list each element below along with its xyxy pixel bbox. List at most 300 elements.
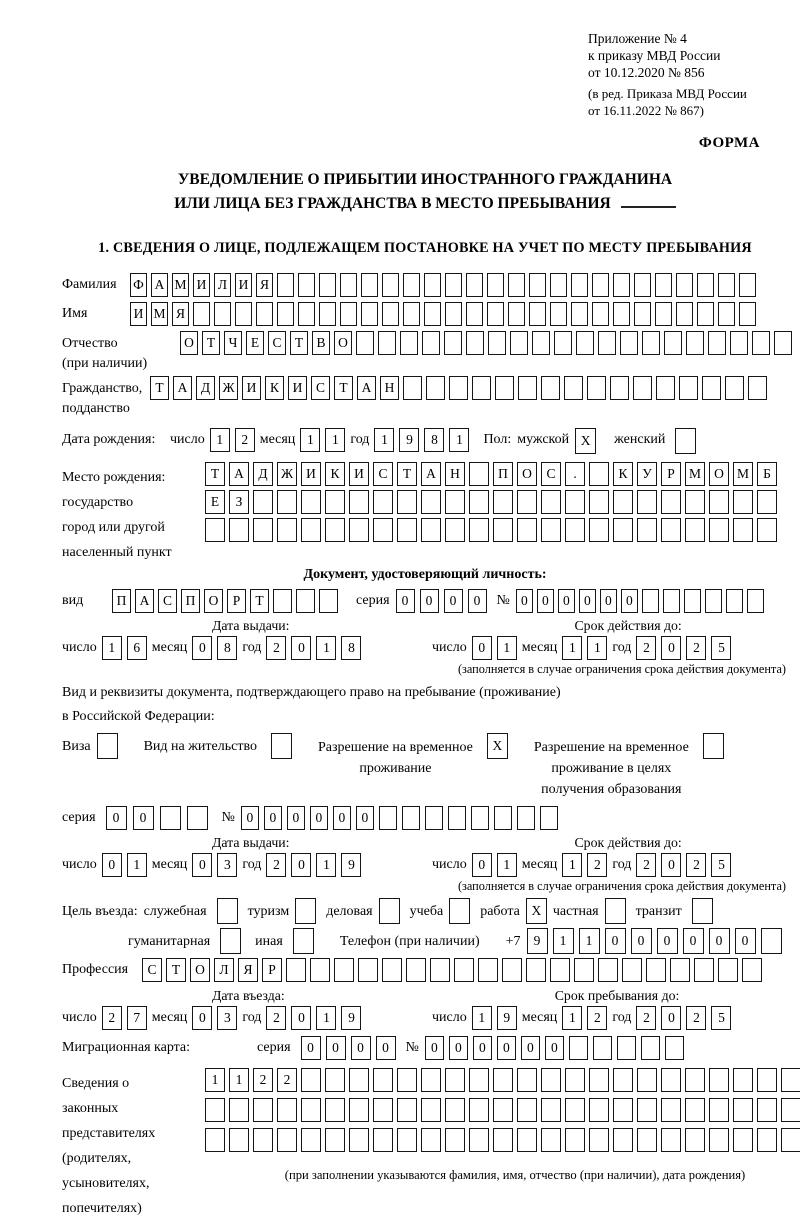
char-cell[interactable] bbox=[613, 1098, 633, 1122]
char-cell[interactable] bbox=[685, 1068, 705, 1092]
char-cell[interactable] bbox=[761, 928, 782, 954]
char-cell[interactable] bbox=[598, 958, 618, 982]
permit-issue-day[interactable] bbox=[102, 853, 147, 877]
char-cell[interactable]: 0 bbox=[579, 589, 596, 613]
char-cell[interactable]: Ч bbox=[224, 331, 242, 355]
char-cell[interactable] bbox=[637, 490, 657, 514]
char-cell[interactable] bbox=[449, 376, 468, 400]
char-cell[interactable]: 2 bbox=[587, 1006, 607, 1030]
char-cell[interactable]: 1 bbox=[587, 636, 607, 660]
char-cell[interactable]: Ж bbox=[219, 376, 238, 400]
char-cell[interactable] bbox=[726, 589, 743, 613]
char-cell[interactable] bbox=[661, 490, 681, 514]
char-cell[interactable]: 2 bbox=[686, 853, 706, 877]
char-cell[interactable] bbox=[373, 1128, 393, 1152]
char-cell[interactable] bbox=[214, 302, 231, 326]
char-cell[interactable]: С bbox=[311, 376, 330, 400]
char-cell[interactable]: Ж bbox=[277, 462, 297, 486]
sex-male-checkbox[interactable] bbox=[575, 428, 596, 454]
char-cell[interactable] bbox=[301, 1098, 321, 1122]
char-cell[interactable] bbox=[532, 331, 550, 355]
char-cell[interactable] bbox=[725, 376, 744, 400]
char-cell[interactable] bbox=[277, 302, 294, 326]
char-cell[interactable]: Т bbox=[334, 376, 353, 400]
legal-boxes-2[interactable] bbox=[205, 1098, 800, 1122]
char-cell[interactable] bbox=[593, 1036, 612, 1060]
purpose-humanitarian-checkbox[interactable] bbox=[220, 928, 241, 954]
char-cell[interactable]: 0 bbox=[356, 806, 374, 830]
char-cell[interactable] bbox=[571, 273, 588, 297]
char-cell[interactable] bbox=[733, 1098, 753, 1122]
char-cell[interactable] bbox=[613, 1068, 633, 1092]
char-cell[interactable]: 0 bbox=[376, 1036, 396, 1060]
char-cell[interactable] bbox=[361, 302, 378, 326]
char-cell[interactable] bbox=[692, 898, 713, 924]
char-cell[interactable] bbox=[517, 806, 535, 830]
char-cell[interactable]: 1 bbox=[316, 1006, 336, 1030]
char-cell[interactable] bbox=[664, 331, 682, 355]
char-cell[interactable] bbox=[733, 1128, 753, 1152]
char-cell[interactable]: 2 bbox=[102, 1006, 122, 1030]
char-cell[interactable]: Я bbox=[172, 302, 189, 326]
char-cell[interactable]: 0 bbox=[661, 853, 681, 877]
char-cell[interactable] bbox=[517, 1098, 537, 1122]
char-cell[interactable] bbox=[469, 490, 489, 514]
char-cell[interactable]: У bbox=[637, 462, 657, 486]
char-cell[interactable] bbox=[757, 490, 777, 514]
char-cell[interactable] bbox=[622, 958, 642, 982]
char-cell[interactable]: 0 bbox=[333, 806, 351, 830]
char-cell[interactable]: 0 bbox=[241, 806, 259, 830]
char-cell[interactable] bbox=[613, 490, 633, 514]
char-cell[interactable]: 2 bbox=[235, 428, 255, 452]
char-cell[interactable] bbox=[382, 958, 402, 982]
permit-number-boxes[interactable] bbox=[241, 806, 558, 830]
char-cell[interactable] bbox=[349, 490, 369, 514]
char-cell[interactable] bbox=[319, 589, 338, 613]
char-cell[interactable]: Н bbox=[445, 462, 465, 486]
char-cell[interactable] bbox=[517, 1068, 537, 1092]
char-cell[interactable]: 0 bbox=[631, 928, 652, 954]
char-cell[interactable] bbox=[655, 302, 672, 326]
char-cell[interactable] bbox=[193, 302, 210, 326]
char-cell[interactable]: 1 bbox=[562, 636, 582, 660]
char-cell[interactable] bbox=[469, 1098, 489, 1122]
char-cell[interactable] bbox=[613, 1128, 633, 1152]
char-cell[interactable] bbox=[454, 958, 474, 982]
char-cell[interactable] bbox=[421, 490, 441, 514]
char-cell[interactable]: Т bbox=[166, 958, 186, 982]
char-cell[interactable]: А bbox=[151, 273, 168, 297]
char-cell[interactable] bbox=[633, 376, 652, 400]
char-cell[interactable] bbox=[661, 1098, 681, 1122]
char-cell[interactable] bbox=[709, 518, 729, 542]
char-cell[interactable]: 6 bbox=[127, 636, 147, 660]
char-cell[interactable] bbox=[319, 273, 336, 297]
char-cell[interactable] bbox=[421, 1098, 441, 1122]
char-cell[interactable] bbox=[709, 1128, 729, 1152]
stay-until-day[interactable] bbox=[472, 1006, 517, 1030]
char-cell[interactable] bbox=[589, 1068, 609, 1092]
char-cell[interactable]: 2 bbox=[266, 1006, 286, 1030]
char-cell[interactable]: 9 bbox=[341, 1006, 361, 1030]
char-cell[interactable] bbox=[718, 302, 735, 326]
char-cell[interactable] bbox=[205, 518, 225, 542]
id-doc-number-boxes[interactable] bbox=[516, 589, 764, 613]
char-cell[interactable] bbox=[445, 302, 462, 326]
char-cell[interactable] bbox=[466, 273, 483, 297]
char-cell[interactable] bbox=[301, 1128, 321, 1152]
char-cell[interactable]: С bbox=[373, 462, 393, 486]
char-cell[interactable] bbox=[571, 302, 588, 326]
purpose-official-checkbox[interactable] bbox=[217, 898, 238, 924]
char-cell[interactable] bbox=[160, 806, 181, 830]
char-cell[interactable] bbox=[295, 898, 316, 924]
char-cell[interactable] bbox=[397, 1098, 417, 1122]
char-cell[interactable] bbox=[472, 376, 491, 400]
char-cell[interactable] bbox=[518, 376, 537, 400]
char-cell[interactable]: 9 bbox=[341, 853, 361, 877]
char-cell[interactable]: Л bbox=[214, 273, 231, 297]
char-cell[interactable] bbox=[349, 1068, 369, 1092]
char-cell[interactable] bbox=[493, 1068, 513, 1092]
char-cell[interactable]: 2 bbox=[636, 1006, 656, 1030]
id-doc-until-month[interactable] bbox=[562, 636, 607, 660]
char-cell[interactable]: 0 bbox=[661, 636, 681, 660]
char-cell[interactable] bbox=[361, 273, 378, 297]
char-cell[interactable] bbox=[424, 273, 441, 297]
char-cell[interactable] bbox=[733, 518, 753, 542]
char-cell[interactable]: 0 bbox=[621, 589, 638, 613]
char-cell[interactable] bbox=[554, 331, 572, 355]
char-cell[interactable]: И bbox=[193, 273, 210, 297]
char-cell[interactable] bbox=[757, 518, 777, 542]
id-doc-issue-day[interactable] bbox=[102, 636, 147, 660]
char-cell[interactable]: О bbox=[334, 331, 352, 355]
char-cell[interactable] bbox=[340, 302, 357, 326]
char-cell[interactable]: 0 bbox=[192, 636, 212, 660]
char-cell[interactable]: 0 bbox=[102, 853, 122, 877]
char-cell[interactable]: Е bbox=[246, 331, 264, 355]
char-cell[interactable]: Е bbox=[205, 490, 225, 514]
char-cell[interactable]: 0 bbox=[600, 589, 617, 613]
char-cell[interactable] bbox=[697, 273, 714, 297]
char-cell[interactable]: 1 bbox=[300, 428, 320, 452]
char-cell[interactable] bbox=[349, 1128, 369, 1152]
char-cell[interactable]: 1 bbox=[562, 853, 582, 877]
char-cell[interactable] bbox=[494, 806, 512, 830]
id-doc-issue-year[interactable] bbox=[266, 636, 361, 660]
char-cell[interactable] bbox=[661, 1128, 681, 1152]
char-cell[interactable] bbox=[277, 1098, 297, 1122]
char-cell[interactable] bbox=[488, 331, 506, 355]
char-cell[interactable]: И bbox=[349, 462, 369, 486]
char-cell[interactable]: П bbox=[181, 589, 200, 613]
id-doc-until-day[interactable] bbox=[472, 636, 517, 660]
char-cell[interactable]: 5 bbox=[711, 853, 731, 877]
char-cell[interactable]: И bbox=[235, 273, 252, 297]
char-cell[interactable]: 9 bbox=[399, 428, 419, 452]
char-cell[interactable]: 1 bbox=[102, 636, 122, 660]
char-cell[interactable]: 9 bbox=[497, 1006, 517, 1030]
char-cell[interactable]: Т bbox=[397, 462, 417, 486]
char-cell[interactable] bbox=[587, 376, 606, 400]
char-cell[interactable]: Л bbox=[214, 958, 234, 982]
char-cell[interactable] bbox=[574, 958, 594, 982]
char-cell[interactable] bbox=[426, 376, 445, 400]
char-cell[interactable] bbox=[493, 490, 513, 514]
char-cell[interactable] bbox=[781, 1068, 800, 1092]
char-cell[interactable]: 0 bbox=[291, 1006, 311, 1030]
char-cell[interactable]: 1 bbox=[497, 853, 517, 877]
char-cell[interactable] bbox=[187, 806, 208, 830]
char-cell[interactable]: 0 bbox=[396, 589, 415, 613]
char-cell[interactable] bbox=[646, 958, 666, 982]
char-cell[interactable] bbox=[493, 518, 513, 542]
char-cell[interactable] bbox=[541, 518, 561, 542]
char-cell[interactable] bbox=[661, 1068, 681, 1092]
char-cell[interactable] bbox=[757, 1068, 777, 1092]
char-cell[interactable]: 1 bbox=[497, 636, 517, 660]
char-cell[interactable]: 3 bbox=[217, 1006, 237, 1030]
char-cell[interactable] bbox=[637, 1098, 657, 1122]
char-cell[interactable] bbox=[709, 1098, 729, 1122]
char-cell[interactable]: С bbox=[268, 331, 286, 355]
stay-until-month[interactable] bbox=[562, 1006, 607, 1030]
char-cell[interactable]: 5 bbox=[711, 1006, 731, 1030]
char-cell[interactable] bbox=[541, 1128, 561, 1152]
char-cell[interactable] bbox=[540, 806, 558, 830]
char-cell[interactable] bbox=[739, 302, 756, 326]
char-cell[interactable] bbox=[220, 928, 241, 954]
char-cell[interactable]: М bbox=[733, 462, 753, 486]
char-cell[interactable] bbox=[676, 273, 693, 297]
char-cell[interactable]: Д bbox=[196, 376, 215, 400]
visa-checkbox[interactable] bbox=[97, 733, 118, 759]
char-cell[interactable] bbox=[589, 1098, 609, 1122]
char-cell[interactable]: Т bbox=[150, 376, 169, 400]
permit-issue-year[interactable] bbox=[266, 853, 361, 877]
char-cell[interactable] bbox=[517, 518, 537, 542]
char-cell[interactable]: В bbox=[312, 331, 330, 355]
char-cell[interactable]: 0 bbox=[444, 589, 463, 613]
char-cell[interactable] bbox=[781, 1128, 800, 1152]
char-cell[interactable] bbox=[449, 898, 470, 924]
char-cell[interactable] bbox=[471, 806, 489, 830]
char-cell[interactable] bbox=[422, 331, 440, 355]
char-cell[interactable] bbox=[469, 1128, 489, 1152]
char-cell[interactable] bbox=[277, 490, 297, 514]
char-cell[interactable]: 0 bbox=[558, 589, 575, 613]
char-cell[interactable] bbox=[589, 490, 609, 514]
birth-day-boxes[interactable] bbox=[210, 428, 255, 452]
char-cell[interactable]: 2 bbox=[636, 853, 656, 877]
char-cell[interactable] bbox=[448, 806, 466, 830]
char-cell[interactable]: З bbox=[229, 490, 249, 514]
char-cell[interactable]: 1 bbox=[374, 428, 394, 452]
permit-series-boxes[interactable] bbox=[106, 806, 208, 830]
char-cell[interactable] bbox=[781, 1098, 800, 1122]
char-cell[interactable] bbox=[702, 376, 721, 400]
migration-series-boxes[interactable] bbox=[301, 1036, 396, 1060]
char-cell[interactable] bbox=[271, 733, 292, 759]
char-cell[interactable] bbox=[466, 331, 484, 355]
char-cell[interactable] bbox=[478, 958, 498, 982]
char-cell[interactable] bbox=[752, 331, 770, 355]
char-cell[interactable] bbox=[742, 958, 762, 982]
char-cell[interactable] bbox=[277, 1128, 297, 1152]
permit-issue-month[interactable] bbox=[192, 853, 237, 877]
char-cell[interactable]: Н bbox=[380, 376, 399, 400]
char-cell[interactable] bbox=[319, 302, 336, 326]
char-cell[interactable] bbox=[229, 1098, 249, 1122]
char-cell[interactable] bbox=[379, 898, 400, 924]
char-cell[interactable]: 8 bbox=[217, 636, 237, 660]
char-cell[interactable] bbox=[356, 331, 374, 355]
char-cell[interactable]: 0 bbox=[735, 928, 756, 954]
char-cell[interactable]: 2 bbox=[686, 636, 706, 660]
char-cell[interactable]: 5 bbox=[711, 636, 731, 660]
patronymic-boxes[interactable] bbox=[180, 331, 792, 355]
char-cell[interactable] bbox=[564, 376, 583, 400]
char-cell[interactable] bbox=[576, 331, 594, 355]
char-cell[interactable] bbox=[424, 302, 441, 326]
char-cell[interactable] bbox=[325, 1098, 345, 1122]
citizenship-boxes[interactable] bbox=[150, 376, 767, 400]
char-cell[interactable] bbox=[373, 1068, 393, 1092]
rvp-education-checkbox[interactable] bbox=[703, 733, 724, 759]
given-name-boxes[interactable] bbox=[130, 302, 756, 326]
char-cell[interactable]: . bbox=[565, 462, 585, 486]
char-cell[interactable] bbox=[747, 589, 764, 613]
char-cell[interactable]: И bbox=[288, 376, 307, 400]
char-cell[interactable] bbox=[373, 518, 393, 542]
char-cell[interactable]: 0 bbox=[516, 589, 533, 613]
char-cell[interactable]: Т bbox=[202, 331, 220, 355]
char-cell[interactable] bbox=[296, 589, 315, 613]
char-cell[interactable]: 2 bbox=[266, 853, 286, 877]
char-cell[interactable] bbox=[541, 1068, 561, 1092]
char-cell[interactable] bbox=[541, 376, 560, 400]
char-cell[interactable]: П bbox=[493, 462, 513, 486]
char-cell[interactable] bbox=[397, 490, 417, 514]
char-cell[interactable]: 0 bbox=[133, 806, 154, 830]
char-cell[interactable] bbox=[705, 589, 722, 613]
char-cell[interactable] bbox=[637, 518, 657, 542]
char-cell[interactable] bbox=[685, 490, 705, 514]
char-cell[interactable] bbox=[277, 273, 294, 297]
purpose-transit-checkbox[interactable] bbox=[692, 898, 713, 924]
char-cell[interactable] bbox=[403, 273, 420, 297]
char-cell[interactable]: М bbox=[172, 273, 189, 297]
char-cell[interactable]: О bbox=[709, 462, 729, 486]
char-cell[interactable] bbox=[541, 490, 561, 514]
char-cell[interactable] bbox=[589, 462, 609, 486]
char-cell[interactable] bbox=[293, 928, 314, 954]
char-cell[interactable] bbox=[373, 490, 393, 514]
char-cell[interactable] bbox=[273, 589, 292, 613]
char-cell[interactable] bbox=[708, 331, 726, 355]
char-cell[interactable]: 0 bbox=[287, 806, 305, 830]
char-cell[interactable] bbox=[718, 273, 735, 297]
char-cell[interactable]: К bbox=[265, 376, 284, 400]
birth-year-boxes[interactable] bbox=[374, 428, 469, 452]
birthplace-boxes-1[interactable] bbox=[205, 462, 777, 486]
permit-until-day[interactable] bbox=[472, 853, 517, 877]
char-cell[interactable] bbox=[253, 490, 273, 514]
char-cell[interactable] bbox=[229, 518, 249, 542]
char-cell[interactable] bbox=[325, 518, 345, 542]
char-cell[interactable] bbox=[325, 1128, 345, 1152]
char-cell[interactable] bbox=[349, 518, 369, 542]
char-cell[interactable] bbox=[508, 302, 525, 326]
char-cell[interactable] bbox=[617, 1036, 636, 1060]
char-cell[interactable]: X bbox=[526, 898, 547, 924]
char-cell[interactable]: О bbox=[204, 589, 223, 613]
char-cell[interactable] bbox=[620, 331, 638, 355]
char-cell[interactable] bbox=[670, 958, 690, 982]
char-cell[interactable] bbox=[421, 1128, 441, 1152]
char-cell[interactable]: М bbox=[685, 462, 705, 486]
char-cell[interactable] bbox=[529, 273, 546, 297]
char-cell[interactable]: X bbox=[487, 733, 508, 759]
char-cell[interactable]: И bbox=[242, 376, 261, 400]
char-cell[interactable]: 2 bbox=[587, 853, 607, 877]
char-cell[interactable] bbox=[403, 302, 420, 326]
char-cell[interactable]: И bbox=[301, 462, 321, 486]
char-cell[interactable] bbox=[774, 331, 792, 355]
char-cell[interactable]: С bbox=[142, 958, 162, 982]
char-cell[interactable] bbox=[592, 302, 609, 326]
char-cell[interactable] bbox=[310, 958, 330, 982]
char-cell[interactable] bbox=[235, 302, 252, 326]
char-cell[interactable] bbox=[637, 1068, 657, 1092]
char-cell[interactable] bbox=[301, 518, 321, 542]
char-cell[interactable] bbox=[421, 518, 441, 542]
char-cell[interactable] bbox=[217, 898, 238, 924]
char-cell[interactable] bbox=[253, 1128, 273, 1152]
title-blank-field[interactable] bbox=[621, 192, 676, 208]
char-cell[interactable]: 0 bbox=[449, 1036, 468, 1060]
char-cell[interactable]: 0 bbox=[291, 636, 311, 660]
char-cell[interactable]: 0 bbox=[472, 636, 492, 660]
id-doc-series-boxes[interactable] bbox=[396, 589, 487, 613]
char-cell[interactable]: 9 bbox=[527, 928, 548, 954]
char-cell[interactable] bbox=[97, 733, 118, 759]
char-cell[interactable]: 0 bbox=[545, 1036, 564, 1060]
char-cell[interactable] bbox=[642, 589, 659, 613]
char-cell[interactable]: 8 bbox=[341, 636, 361, 660]
char-cell[interactable] bbox=[541, 1098, 561, 1122]
char-cell[interactable] bbox=[379, 806, 397, 830]
char-cell[interactable]: А bbox=[135, 589, 154, 613]
char-cell[interactable]: 1 bbox=[205, 1068, 225, 1092]
char-cell[interactable] bbox=[605, 898, 626, 924]
char-cell[interactable]: 0 bbox=[709, 928, 730, 954]
char-cell[interactable]: К bbox=[613, 462, 633, 486]
purpose-tourism-checkbox[interactable] bbox=[295, 898, 316, 924]
char-cell[interactable]: К bbox=[325, 462, 345, 486]
purpose-study-checkbox[interactable] bbox=[449, 898, 470, 924]
migration-number-boxes[interactable] bbox=[425, 1036, 684, 1060]
char-cell[interactable] bbox=[655, 273, 672, 297]
char-cell[interactable] bbox=[592, 273, 609, 297]
char-cell[interactable]: 0 bbox=[683, 928, 704, 954]
char-cell[interactable]: 0 bbox=[657, 928, 678, 954]
purpose-private-checkbox[interactable] bbox=[605, 898, 626, 924]
char-cell[interactable] bbox=[748, 376, 767, 400]
char-cell[interactable] bbox=[757, 1098, 777, 1122]
